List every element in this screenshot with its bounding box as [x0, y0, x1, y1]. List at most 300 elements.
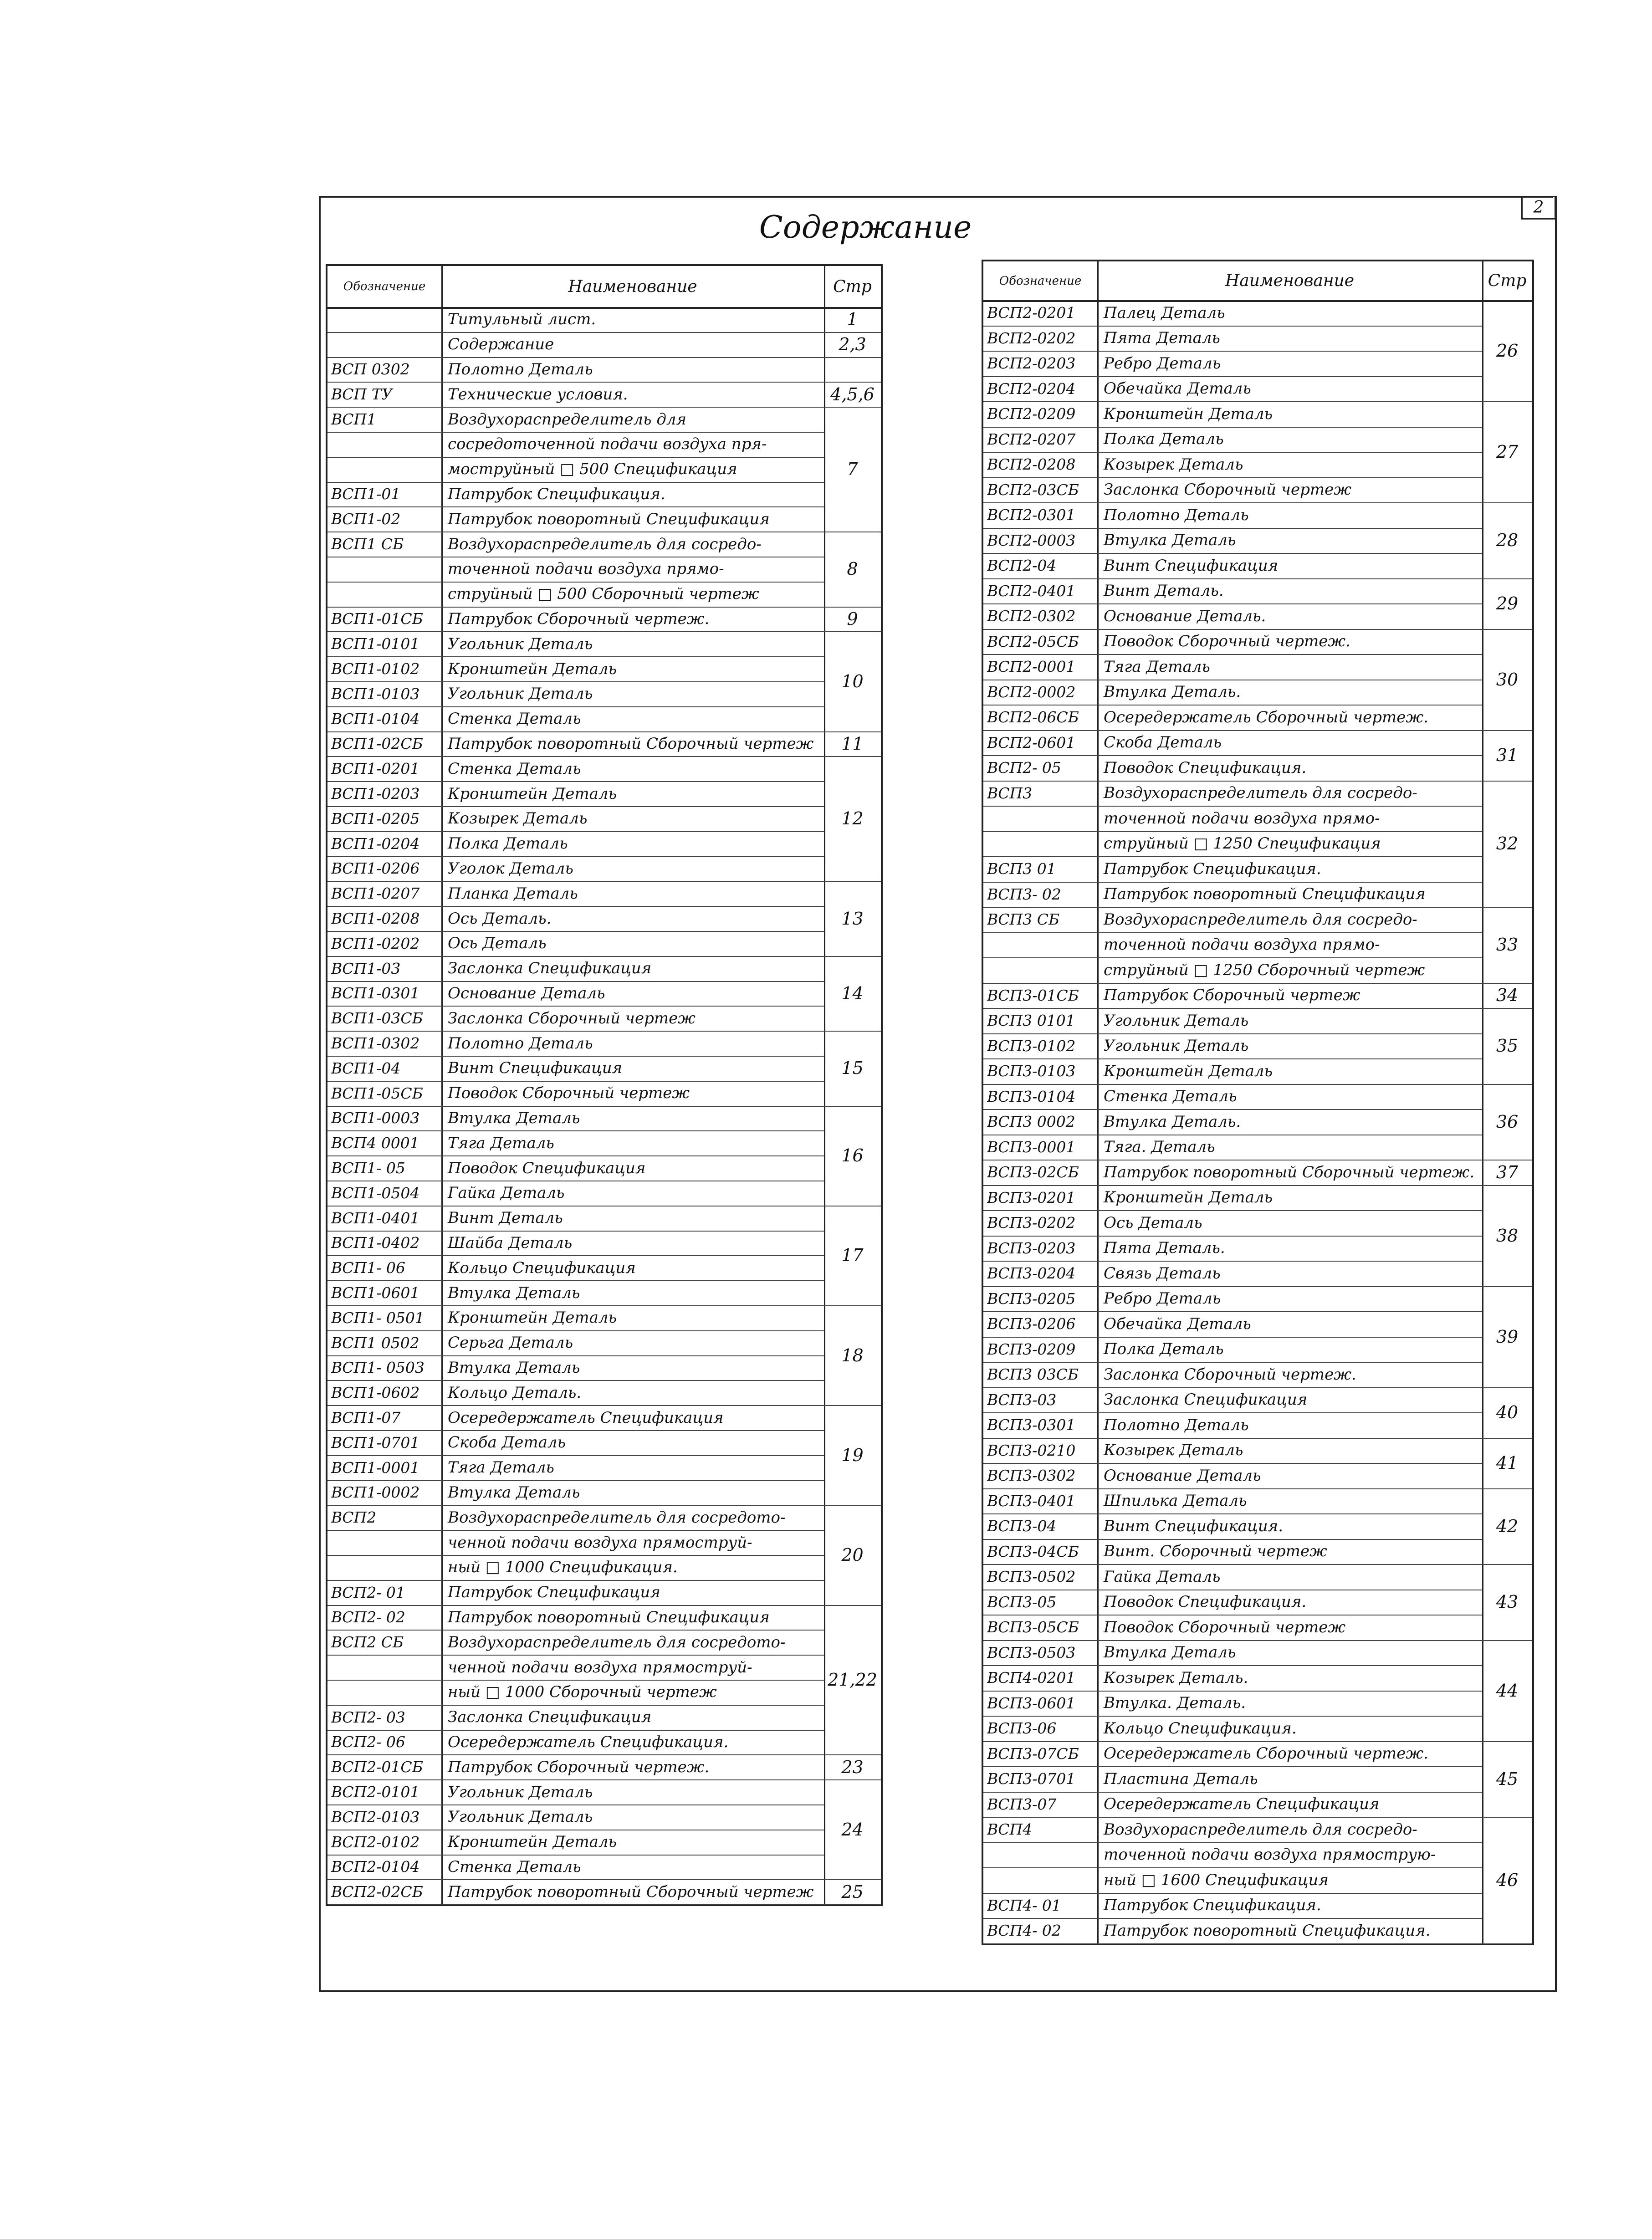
row-code: ВСП3-03 [987, 1390, 1057, 1409]
row-name: Втулка. Деталь. [1104, 1694, 1246, 1712]
row-code: ВСП4- 02 [987, 1922, 1061, 1940]
row-name: струйный □ 500 Сборочный чертеж [448, 585, 759, 603]
table-row [983, 351, 1482, 377]
row-name: Винт Деталь. [1104, 582, 1224, 600]
row-name: Шпилька Деталь [1104, 1492, 1247, 1510]
page-number-cell: 8 [824, 532, 881, 607]
page-number-cell: 45 [1482, 1741, 1532, 1818]
row-code: ВСП2-06СБ [987, 708, 1079, 726]
row-name: Кольцо Спецификация. [1104, 1719, 1297, 1738]
table-row [983, 1236, 1482, 1262]
row-name: Кронштейн Деталь [1104, 1062, 1273, 1080]
row-code: ВСП3-07СБ [987, 1744, 1079, 1763]
table-row [983, 1893, 1482, 1919]
row-code: ВСП1-0601 [331, 1284, 420, 1302]
page-number-cell: 40 [1482, 1387, 1532, 1439]
table-row [327, 1231, 824, 1257]
page-number-cell: 9 [824, 607, 881, 633]
row-name: Кронштейн Деталь [1104, 1188, 1273, 1207]
row-name: Патрубок поворотный Спецификация [448, 1608, 770, 1626]
row-name: Козырек Деталь [1104, 1441, 1243, 1460]
row-name: Угольник Деталь [448, 685, 593, 703]
table-row [983, 932, 1482, 959]
row-name: Гайка Деталь [448, 1184, 565, 1202]
row-name: Содержание [448, 335, 554, 354]
row-name: Тяга Деталь [448, 1458, 554, 1477]
row-code: ВСП3-04СБ [987, 1542, 1079, 1560]
table-row [327, 407, 824, 433]
table-row [327, 432, 824, 458]
table-row [983, 300, 1482, 327]
row-name: Осередержатель Спецификация. [448, 1733, 729, 1751]
table-row [327, 1130, 824, 1156]
page-number-cell: 4,5,6 [824, 382, 881, 408]
table-row [327, 1705, 824, 1731]
table-row [327, 881, 824, 907]
page-number-cell: 39 [1482, 1286, 1532, 1388]
row-name: Серьга Деталь [448, 1334, 573, 1352]
row-code [331, 557, 439, 582]
row-name: Осередержатель Сборочный чертеж. [1104, 1744, 1428, 1763]
page-number-cell: 13 [824, 881, 881, 956]
page-number-cell: 36 [1482, 1084, 1532, 1161]
table-row [983, 730, 1482, 757]
row-name: Осередержатель Спецификация [448, 1408, 724, 1427]
row-code: ВСП1-0208 [331, 910, 420, 928]
table-row [983, 1286, 1482, 1313]
row-code [331, 1530, 439, 1555]
table-row [327, 931, 824, 957]
row-code: ВСП3-0210 [987, 1441, 1076, 1459]
row-code: ВСП1 [331, 410, 377, 429]
page-number-cell: 44 [1482, 1640, 1532, 1742]
row-code: ВСП2- 06 [331, 1733, 405, 1751]
row-code [987, 806, 1095, 831]
row-code: ВСП2-02СБ [331, 1883, 423, 1901]
page-number-cell: 17 [824, 1206, 881, 1306]
row-code: ВСП2-0202 [987, 329, 1076, 347]
row-name: Козырек Деталь [1104, 455, 1243, 474]
row-name: Заслонка Сборочный чертеж [1104, 481, 1351, 499]
row-code: ВСП2- 03 [331, 1708, 405, 1726]
row-name: Стенка Деталь [448, 759, 581, 778]
table-row [327, 1630, 824, 1656]
row-code: ВСП2-0301 [987, 506, 1076, 524]
row-name: Стенка Деталь [1104, 1087, 1237, 1106]
page-number-cell: 18 [824, 1305, 881, 1406]
row-name: Поводок Сборочный чертеж. [1104, 632, 1350, 651]
table-row [983, 1058, 1482, 1085]
table-row [327, 1330, 824, 1356]
row-code: ВСП4-0201 [987, 1669, 1076, 1687]
row-code: ВСП ТУ [331, 385, 393, 404]
row-code: ВСП1-07 [331, 1409, 401, 1427]
header-page: Стр [833, 277, 872, 296]
row-name: Основание Деталь [448, 984, 605, 1002]
row-code: ВСП1-0002 [331, 1483, 420, 1502]
row-name: струйный □ 1250 Сборочный чертеж [1104, 961, 1425, 979]
row-code [331, 432, 439, 457]
row-name: ный □ 1000 Сборочный чертеж [448, 1683, 717, 1702]
row-code: ВСП3-0601 [987, 1694, 1076, 1712]
row-name: Втулка Деталь. [1104, 683, 1241, 701]
row-code: ВСП1-0402 [331, 1234, 420, 1252]
page-number-cell: 46 [1482, 1817, 1532, 1944]
row-name: Угольник Деталь [448, 634, 593, 653]
table-row [983, 1513, 1482, 1540]
table-row [327, 656, 824, 682]
row-code: ВСП2-0104 [331, 1858, 420, 1876]
row-code: ВСП1-0101 [331, 635, 420, 653]
row-name: Патрубок поворотный Спецификация [448, 510, 770, 528]
row-code [331, 332, 439, 357]
row-code: ВСП3-0202 [987, 1214, 1076, 1232]
table-row [983, 629, 1482, 655]
table-row [983, 856, 1482, 883]
row-code: ВСП1-03 [331, 959, 401, 977]
table-row [983, 831, 1482, 858]
row-code: ВСП3-0104 [987, 1087, 1076, 1105]
row-code: ВСП3-0102 [987, 1037, 1076, 1055]
row-name: Ребро Деталь [1104, 354, 1221, 373]
row-code: ВСП2-0601 [987, 733, 1076, 751]
table-header-row [327, 266, 881, 309]
table-row [983, 1665, 1482, 1692]
row-code [331, 307, 439, 332]
row-name: ный □ 1000 Спецификация. [448, 1558, 678, 1577]
row-name: Угольник Деталь [448, 1808, 593, 1826]
row-name: Полотно Деталь [1104, 1416, 1249, 1434]
page-number-cell: 19 [824, 1405, 881, 1506]
row-code: ВСП3-0502 [987, 1568, 1076, 1586]
table-row [327, 1680, 824, 1706]
row-code: ВСП1-0701 [331, 1433, 420, 1452]
page-number-cell: 25 [824, 1879, 881, 1905]
row-name: Патрубок поворотный Сборочный чертеж [448, 1882, 814, 1901]
table-row [327, 1830, 824, 1856]
table-row [327, 1879, 824, 1905]
row-code [987, 1842, 1095, 1868]
row-code: ВСП2 СБ [331, 1633, 404, 1651]
row-name: Угольник Деталь [448, 1783, 593, 1801]
table-row [327, 1006, 824, 1032]
page-number-cell: 24 [824, 1779, 881, 1880]
row-name: точенной подачи воздуха прямо- [1104, 809, 1380, 828]
table-row [983, 882, 1482, 908]
table-row [983, 1008, 1482, 1034]
row-code: ВСП1-0003 [331, 1109, 420, 1127]
table-row [327, 1555, 824, 1581]
table-row [327, 1380, 824, 1406]
page-number-cell: 21,22 [824, 1605, 881, 1756]
table-row [327, 1155, 824, 1181]
page-number-cell: 14 [824, 956, 881, 1032]
row-code: ВСП2-0001 [987, 658, 1076, 676]
row-code [987, 957, 1095, 983]
header-name: Наименование [568, 277, 697, 296]
table-row [327, 1106, 824, 1132]
table-row [983, 907, 1482, 933]
row-code: ВСП3-0209 [987, 1340, 1076, 1358]
table-row [327, 1031, 824, 1057]
row-name: Технические условия. [448, 385, 628, 404]
table-row [327, 1280, 824, 1306]
table-row [983, 806, 1482, 832]
row-name: Винт Спецификация [1104, 556, 1279, 575]
left-contents-table [326, 264, 883, 1906]
row-code: ВСП3-05 [987, 1593, 1057, 1611]
table-row [327, 1255, 824, 1281]
table-row [983, 983, 1482, 1009]
row-code: ВСП3-0206 [987, 1315, 1076, 1333]
row-code: ВСП3 03СБ [987, 1365, 1079, 1384]
row-code: ВСП2-0002 [987, 683, 1076, 701]
row-name: Заслонка Спецификация [448, 1708, 652, 1727]
row-code: ВСП1- 0501 [331, 1309, 425, 1327]
row-name: Кронштейн Деталь [1104, 404, 1273, 423]
page-number-cell: 42 [1482, 1488, 1532, 1565]
table-row [983, 1135, 1482, 1161]
row-name: Втулка Деталь [1104, 531, 1236, 550]
row-name: Воздухораспределитель для сосредото- [448, 1508, 786, 1527]
row-name: Воздухораспределитель для сосредо- [1104, 784, 1417, 803]
row-name: Палец Деталь [1104, 303, 1225, 322]
row-name: Полотно Деталь [448, 1034, 593, 1053]
row-code: ВСП3 0101 [987, 1012, 1075, 1030]
row-name: Заслонка Сборочный чертеж [448, 1009, 696, 1027]
row-name: ченной подачи воздуха прямоструй- [448, 1658, 752, 1677]
page-number-cell: 10 [824, 631, 881, 732]
row-code [987, 831, 1095, 857]
row-name: Шайба Деталь [448, 1233, 573, 1252]
row-code: ВСП3 [987, 784, 1033, 802]
row-code [331, 1655, 439, 1680]
row-name: Воздухораспределитель для сосредо- [1104, 910, 1417, 929]
row-code: ВСП2-0102 [331, 1833, 420, 1851]
row-code: ВСП4 [987, 1820, 1033, 1839]
row-code: ВСП3-0701 [987, 1770, 1076, 1788]
row-name: Кронштейн Деталь [448, 1309, 617, 1327]
row-name: Ось Деталь [1104, 1213, 1202, 1232]
row-code: ВСП2- 05 [987, 759, 1061, 777]
row-code [987, 1867, 1095, 1893]
row-code: ВСП1-0001 [331, 1458, 420, 1477]
table-row [983, 957, 1482, 984]
row-code: ВСП3-0203 [987, 1239, 1076, 1257]
table-row [327, 457, 824, 483]
row-code: ВСП2 [331, 1508, 377, 1527]
table-row [327, 681, 824, 707]
row-name: Основание Деталь [1104, 1466, 1261, 1485]
table-row [983, 553, 1482, 579]
page-number-cell: 27 [1482, 401, 1532, 503]
right-contents-table [982, 260, 1534, 1945]
table-row [327, 582, 824, 608]
row-code: ВСП2-01СБ [331, 1758, 423, 1776]
table-row [327, 607, 824, 633]
table-row [327, 756, 824, 782]
table-row [983, 1842, 1482, 1869]
table-row [327, 806, 824, 832]
row-code: ВСП3 0002 [987, 1113, 1075, 1131]
row-name: Кронштейн Деталь [448, 784, 617, 803]
row-name: Заслонка Спецификация [1104, 1390, 1308, 1409]
row-code: ВСП3-01СБ [987, 986, 1079, 1004]
table-row [327, 1430, 824, 1456]
row-name: Козырек Деталь. [1104, 1668, 1248, 1687]
table-row [327, 981, 824, 1007]
row-name: Обечайка Деталь [1104, 1314, 1251, 1333]
row-code: ВСП1-02СБ [331, 735, 423, 753]
row-name: Винт. Сборочный чертеж [1104, 1542, 1327, 1561]
row-code: ВСП1-0602 [331, 1384, 420, 1402]
row-code: ВСП1-0103 [331, 685, 420, 703]
table-row [327, 1405, 824, 1431]
row-code: ВСП2-0209 [987, 405, 1076, 423]
table-row [983, 1488, 1482, 1515]
row-code: ВСП1-0206 [331, 859, 420, 878]
row-name: Пластина Деталь [1104, 1769, 1258, 1788]
row-name: Воздухораспределитель для сосредо- [1104, 1820, 1417, 1839]
row-code: ВСП3-06 [987, 1719, 1057, 1738]
row-code: ВСП2-0201 [987, 304, 1076, 322]
table-row [983, 578, 1482, 605]
table-row [327, 557, 824, 583]
row-name: Пята Деталь. [1104, 1239, 1225, 1258]
row-code: ВСП3-0301 [987, 1416, 1076, 1434]
table-row [327, 1530, 824, 1556]
page-number-cell: 12 [824, 756, 881, 882]
row-code: ВСП3-0204 [987, 1264, 1076, 1283]
row-code [331, 1680, 439, 1705]
row-name: Кольцо Деталь. [448, 1383, 582, 1402]
row-code: ВСП3-0401 [987, 1492, 1076, 1510]
row-name: Втулка Деталь [448, 1109, 580, 1127]
table-row [983, 1918, 1482, 1944]
row-name: Втулка Деталь. [1104, 1112, 1241, 1131]
row-code: ВСП2- 01 [331, 1583, 405, 1601]
row-name: Патрубок Спецификация. [1104, 1896, 1321, 1915]
table-row [327, 906, 824, 932]
table-row [983, 1766, 1482, 1793]
row-code: ВСП2-0207 [987, 430, 1076, 448]
row-code: ВСП 0302 [331, 360, 410, 378]
table-row [327, 1355, 824, 1381]
row-code: ВСП1-05СБ [331, 1084, 423, 1102]
row-name: точенной подачи воздуха прямострую- [1104, 1845, 1436, 1864]
table-row [327, 831, 824, 857]
row-code: ВСП1-0203 [331, 785, 420, 803]
row-code: ВСП3-0205 [987, 1289, 1076, 1308]
row-name: Патрубок Сборочный чертеж [1104, 986, 1360, 1005]
sheet-number: 2 [1521, 196, 1556, 220]
row-code: ВСП1-04 [331, 1059, 401, 1077]
row-name: Втулка Деталь [1104, 1643, 1236, 1662]
row-name: Гайка Деталь [1104, 1567, 1221, 1586]
row-name: Кронштейн Деталь [448, 659, 617, 678]
row-name: Патрубок Спецификация [448, 1583, 660, 1602]
row-name: ный □ 1600 Спецификация [1104, 1871, 1329, 1889]
row-code: ВСП1-01 [331, 485, 401, 503]
page-number-cell: 43 [1482, 1564, 1532, 1641]
table-row [983, 1741, 1482, 1768]
row-name: Винт Спецификация [448, 1059, 623, 1078]
page-number-cell: 41 [1482, 1438, 1532, 1489]
row-name: Патрубок Сборочный чертеж. [448, 609, 710, 628]
row-name: Патрубок Сборочный чертеж. [448, 1758, 710, 1776]
table-row [983, 1185, 1482, 1212]
table-row [983, 781, 1482, 807]
page-number-cell: 34 [1482, 983, 1532, 1009]
page-title: Содержание [759, 210, 972, 245]
table-row [327, 1181, 824, 1206]
page-number-cell: 32 [1482, 781, 1532, 908]
table-row [983, 401, 1482, 428]
row-code: ВСП2-0103 [331, 1808, 420, 1826]
row-name: Уголок Деталь [448, 859, 573, 878]
table-row [327, 1779, 824, 1805]
row-name: Полка Деталь [1104, 1340, 1224, 1359]
table-row [327, 631, 824, 657]
row-code: ВСП2-0208 [987, 455, 1076, 474]
row-code: ВСП2- 02 [331, 1608, 405, 1626]
table-row [983, 1084, 1482, 1110]
page-number-cell [824, 357, 881, 383]
table-row [983, 705, 1482, 731]
row-name: Осередержатель Спецификация [1104, 1795, 1380, 1814]
table-row [983, 452, 1482, 478]
page-number-cell: 28 [1482, 502, 1532, 579]
row-name: Тяга. Деталь [1104, 1138, 1215, 1156]
row-code [331, 582, 439, 607]
row-name: Поводок Спецификация [448, 1159, 646, 1177]
row-code: ВСП3-0503 [987, 1643, 1076, 1661]
page-number-cell: 1 [824, 307, 881, 333]
row-code: ВСП1 0502 [331, 1334, 419, 1352]
row-code: ВСП2-0203 [987, 354, 1076, 373]
row-name: Козырек Деталь [448, 809, 588, 828]
row-name: Титульный лист. [448, 310, 596, 329]
page-number-cell: 38 [1482, 1185, 1532, 1287]
row-name: Поводок Спецификация. [1104, 1593, 1307, 1611]
row-name: Ось Деталь [448, 934, 547, 953]
row-code: ВСП4 0001 [331, 1134, 419, 1152]
table-row [983, 1564, 1482, 1590]
row-code: ВСП3-05СБ [987, 1618, 1079, 1636]
table-row [327, 382, 824, 408]
row-name: Основание Деталь. [1104, 607, 1266, 625]
row-name: Планка Деталь [448, 884, 578, 903]
page-number-cell: 7 [824, 407, 881, 532]
row-code: ВСП2-0003 [987, 531, 1076, 549]
table-row [983, 1160, 1482, 1186]
table-row [327, 781, 824, 807]
row-name: Втулка Деталь [448, 1358, 580, 1377]
table-row [983, 680, 1482, 706]
row-code: ВСП1-0205 [331, 809, 420, 828]
table-row [983, 477, 1482, 504]
row-code: ВСП2-05СБ [987, 632, 1079, 650]
table-row [983, 603, 1482, 630]
table-row [983, 1792, 1482, 1818]
row-name: Кронштейн Деталь [448, 1833, 617, 1851]
row-name: Винт Спецификация. [1104, 1517, 1284, 1535]
row-code: ВСП3 СБ [987, 910, 1060, 929]
row-name: точенной подачи воздуха прямо- [1104, 935, 1380, 954]
row-name: Скоба Деталь [448, 1433, 566, 1452]
table-row [327, 1655, 824, 1681]
row-code: ВСП3-07 [987, 1795, 1057, 1813]
